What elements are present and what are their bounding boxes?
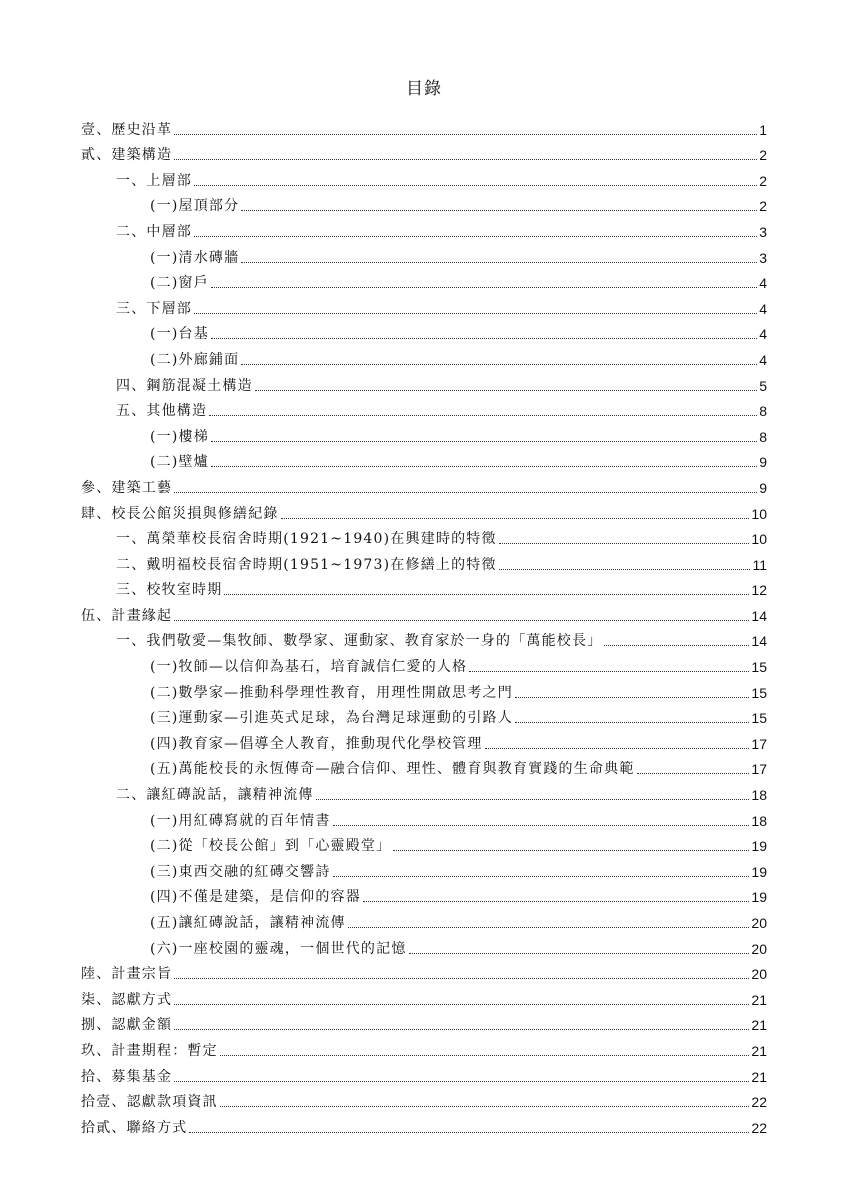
toc-entry-label: 肆、校長公館災損與修繕紀錄: [81, 505, 279, 522]
toc-entry-page-number: 3: [759, 223, 767, 240]
toc-entry-label: (二)從「校長公館」到「心靈殿堂」: [150, 838, 392, 855]
toc-entry-page-number: 4: [759, 275, 767, 292]
toc-entry[interactable]: [81, 1087, 767, 1113]
toc-entry[interactable]: [81, 319, 767, 345]
toc-entry-label: (一)樓梯: [150, 428, 209, 445]
toc-entry-page-number: 20: [751, 966, 767, 983]
toc-entry-page-number: 22: [751, 1094, 767, 1111]
toc-dot-leader: [409, 953, 750, 954]
toc-entry-label: (二)窗戶: [150, 275, 209, 292]
toc-entry[interactable]: [81, 1061, 767, 1087]
toc-entry-page-number: 11: [752, 556, 767, 573]
toc-dot-leader: [211, 466, 757, 467]
toc-entry-label: (一)牧師—以信仰為基石，培育誠信仁愛的人格: [150, 659, 468, 676]
toc-entry[interactable]: [81, 831, 767, 857]
toc-entry-label: (六)一座校園的靈魂，一個世代的記憶: [150, 940, 407, 957]
toc-entry[interactable]: [81, 293, 767, 319]
toc-dot-leader: [241, 210, 757, 211]
toc-entry-page-number: 12: [751, 582, 767, 599]
toc-entry-label: 拾、募集基金: [81, 1068, 173, 1085]
toc-entry-label: (一)用紅磚寫就的百年情書: [150, 812, 331, 829]
toc-dot-leader: [499, 569, 751, 570]
toc-entry-label: 二、戴明福校長宿舍時期(1951~1973)在修繕上的特徵: [116, 556, 497, 573]
toc-entry[interactable]: [81, 1035, 767, 1061]
toc-dot-leader: [333, 876, 750, 877]
toc-dot-leader: [194, 185, 757, 186]
toc-entry-label: (一)台基: [150, 326, 209, 343]
toc-entry[interactable]: [81, 140, 767, 166]
toc-entry-page-number: 2: [759, 172, 767, 189]
toc-dot-leader: [209, 415, 757, 416]
toc-entry-label: 三、校牧室時期: [116, 582, 223, 599]
toc-entry-page-number: 14: [751, 633, 767, 650]
toc-entry-page-number: 17: [751, 735, 767, 752]
toc-entry-page-number: 18: [751, 787, 767, 804]
toc-entry-label: (三)東西交融的紅磚交響詩: [150, 863, 331, 880]
toc-dot-leader: [637, 773, 750, 774]
toc-entry-label: (三)運動家—引進英式足球，為台灣足球運動的引路人: [150, 710, 513, 727]
toc-entry[interactable]: [81, 447, 767, 473]
toc-entry-label: 拾貳、聯絡方式: [81, 1119, 188, 1136]
toc-entry-label: 陸、計畫宗旨: [81, 966, 173, 983]
toc-entry[interactable]: [81, 165, 767, 191]
toc-entry-label: 五、其他構造: [116, 403, 208, 420]
toc-entry[interactable]: [81, 344, 767, 370]
toc-entry-page-number: 9: [759, 479, 767, 496]
page-title: 目錄: [406, 79, 442, 99]
toc-dot-leader: [316, 799, 750, 800]
toc-dot-leader: [174, 492, 757, 493]
toc-dot-leader: [241, 262, 757, 263]
toc-entry-label: (二)外廊鋪面: [150, 351, 240, 368]
toc-dot-leader: [224, 594, 749, 595]
toc-entry-page-number: 15: [751, 710, 767, 727]
toc-entry-label: (一)清水磚牆: [150, 249, 240, 266]
toc-dot-leader: [348, 927, 750, 928]
toc-entry[interactable]: [81, 882, 767, 908]
toc-dot-leader: [189, 1132, 749, 1133]
toc-entry-label: (二)壁爐: [150, 454, 209, 471]
toc-entry[interactable]: [81, 677, 767, 703]
toc-dot-leader: [174, 1004, 749, 1005]
toc-entry[interactable]: [81, 114, 767, 140]
toc-entry[interactable]: [81, 907, 767, 933]
toc-dot-leader: [255, 390, 757, 391]
toc-entry-page-number: 4: [759, 351, 767, 368]
toc-entry-label: 參、建築工藝: [81, 479, 173, 496]
toc-entry-label: (四)教育家—倡導全人教育，推動現代化學校管理: [150, 735, 483, 752]
toc-entry[interactable]: [81, 779, 767, 805]
toc-entry-page-number: 14: [751, 607, 767, 624]
toc-dot-leader: [194, 236, 757, 237]
toc-entry[interactable]: [81, 651, 767, 677]
toc-entry[interactable]: [81, 396, 767, 422]
toc-entry-page-number: 17: [751, 761, 767, 778]
toc-entry-page-number: 15: [751, 659, 767, 676]
toc-entry[interactable]: [81, 600, 767, 626]
toc-entry-label: 三、下層部: [116, 300, 192, 317]
toc-dot-leader: [194, 313, 757, 314]
toc-entry-label: (四)不僅是建築，是信仰的容器: [150, 889, 361, 906]
toc-entry-label: (二)數學家—推動科學理性教育，用理性開啟思考之門: [150, 684, 513, 701]
toc-entry-page-number: 21: [751, 1068, 767, 1085]
toc-entry-label: 二、中層部: [116, 223, 192, 240]
toc-dot-leader: [211, 287, 757, 288]
toc-entry[interactable]: [81, 549, 767, 575]
toc-dot-leader: [174, 978, 749, 979]
toc-dot-leader: [174, 1029, 749, 1030]
toc-entry[interactable]: [81, 984, 767, 1010]
toc-dot-leader: [211, 338, 757, 339]
toc-entry-page-number: 20: [751, 940, 767, 957]
toc-entry-page-number: 2: [759, 147, 767, 164]
toc-entry-label: 一、萬榮華校長宿舍時期(1921~1940)在興建時的特徵: [116, 531, 497, 548]
toc-dot-leader: [220, 1106, 750, 1107]
toc-entry[interactable]: [81, 524, 767, 550]
toc-entry-page-number: 20: [751, 915, 767, 931]
toc-entry-label: 拾壹、認獻款項資訊: [81, 1094, 218, 1111]
toc-dot-leader: [499, 543, 750, 544]
toc-entry[interactable]: [81, 370, 767, 396]
toc-entry-page-number: 21: [751, 1042, 767, 1059]
toc-entry-page-number: 8: [759, 403, 767, 420]
toc-dot-leader: [604, 645, 749, 646]
toc-entry[interactable]: [81, 421, 767, 447]
toc-entry[interactable]: [81, 959, 767, 985]
toc-entry-label: (一)屋頂部分: [150, 198, 240, 215]
toc-entry[interactable]: [81, 242, 767, 268]
toc-dot-leader: [211, 441, 757, 442]
toc-dot-leader: [363, 901, 749, 902]
toc-entry-label: 二、讓紅磚說話，讓精神流傳: [116, 787, 314, 804]
toc-dot-leader: [515, 697, 749, 698]
toc-entry[interactable]: [81, 626, 767, 652]
toc-dot-leader: [220, 1055, 750, 1056]
toc-entry-label: 壹、歷史沿革: [81, 121, 173, 138]
toc-entry-page-number: 21: [751, 1017, 767, 1034]
toc-entry[interactable]: [81, 268, 767, 294]
toc-entry-label: (五)萬能校長的永恆傳奇—融合信仰、理性、體育與教育實踐的生命典範: [150, 761, 635, 778]
toc-entry[interactable]: [81, 856, 767, 882]
toc-entry-label: 玖、計畫期程：暫定: [81, 1042, 218, 1059]
toc-entry-page-number: 10: [751, 531, 767, 548]
toc-entry-page-number: 4: [759, 326, 767, 343]
toc-entry[interactable]: [81, 805, 767, 831]
toc-entry-label: 貳、建築構造: [81, 147, 173, 164]
toc-entry-page-number: 15: [751, 684, 767, 701]
toc-entry-page-number: 21: [751, 991, 767, 1008]
toc-entry[interactable]: [81, 191, 767, 217]
toc-entry[interactable]: [81, 216, 767, 242]
toc-dot-leader: [333, 825, 750, 826]
toc-dot-leader: [393, 850, 749, 851]
toc-entry[interactable]: [81, 703, 767, 729]
toc-entry[interactable]: [81, 728, 767, 754]
toc-entry-page-number: 22: [751, 1119, 767, 1136]
toc-entry-page-number: 1: [759, 121, 767, 138]
toc-dot-leader: [241, 364, 757, 365]
toc-entry-label: 柒、認獻方式: [81, 991, 173, 1008]
toc-dot-leader: [174, 159, 757, 160]
toc-entry[interactable]: [81, 498, 767, 524]
toc-entry-label: 伍、計畫緣起: [81, 607, 173, 624]
toc-entry-page-number: 8: [759, 428, 767, 445]
toc-entry-label: (五)讓紅磚說話，讓精神流傳: [150, 915, 346, 931]
toc-entry[interactable]: [81, 933, 767, 959]
toc-entry-page-number: 5: [759, 377, 767, 394]
toc-entry[interactable]: [81, 1010, 767, 1036]
toc-entry-label: 捌、認獻金額: [81, 1017, 173, 1034]
toc-entry-label: 一、我們敬愛—集牧師、數學家、運動家、教育家於一身的「萬能校長」: [116, 633, 603, 650]
toc-entry-page-number: 19: [751, 863, 767, 880]
toc-dot-leader: [485, 748, 750, 749]
toc-dot-leader: [174, 1081, 749, 1082]
toc-entry-label: 四、鋼筋混凝土構造: [116, 377, 253, 394]
table-of-contents: [81, 114, 767, 1138]
toc-dot-leader: [515, 722, 749, 723]
toc-entry-page-number: 9: [759, 454, 767, 471]
toc-entry-page-number: 2: [759, 198, 767, 215]
toc-entry-page-number: 4: [759, 300, 767, 317]
toc-entry[interactable]: [81, 1112, 767, 1138]
toc-entry-label: 一、上層部: [116, 172, 192, 189]
toc-dot-leader: [174, 620, 749, 621]
toc-entry[interactable]: [81, 575, 767, 601]
toc-dot-leader: [469, 671, 749, 672]
toc-entry-page-number: 10: [751, 505, 767, 522]
toc-dot-leader: [281, 518, 750, 519]
toc-entry-page-number: 19: [751, 838, 767, 855]
toc-dot-leader: [174, 134, 757, 135]
toc-entry-page-number: 18: [751, 812, 767, 829]
toc-entry-page-number: 3: [759, 249, 767, 266]
toc-entry-page-number: 19: [751, 889, 767, 906]
toc-entry[interactable]: [81, 754, 767, 780]
toc-entry[interactable]: [81, 472, 767, 498]
